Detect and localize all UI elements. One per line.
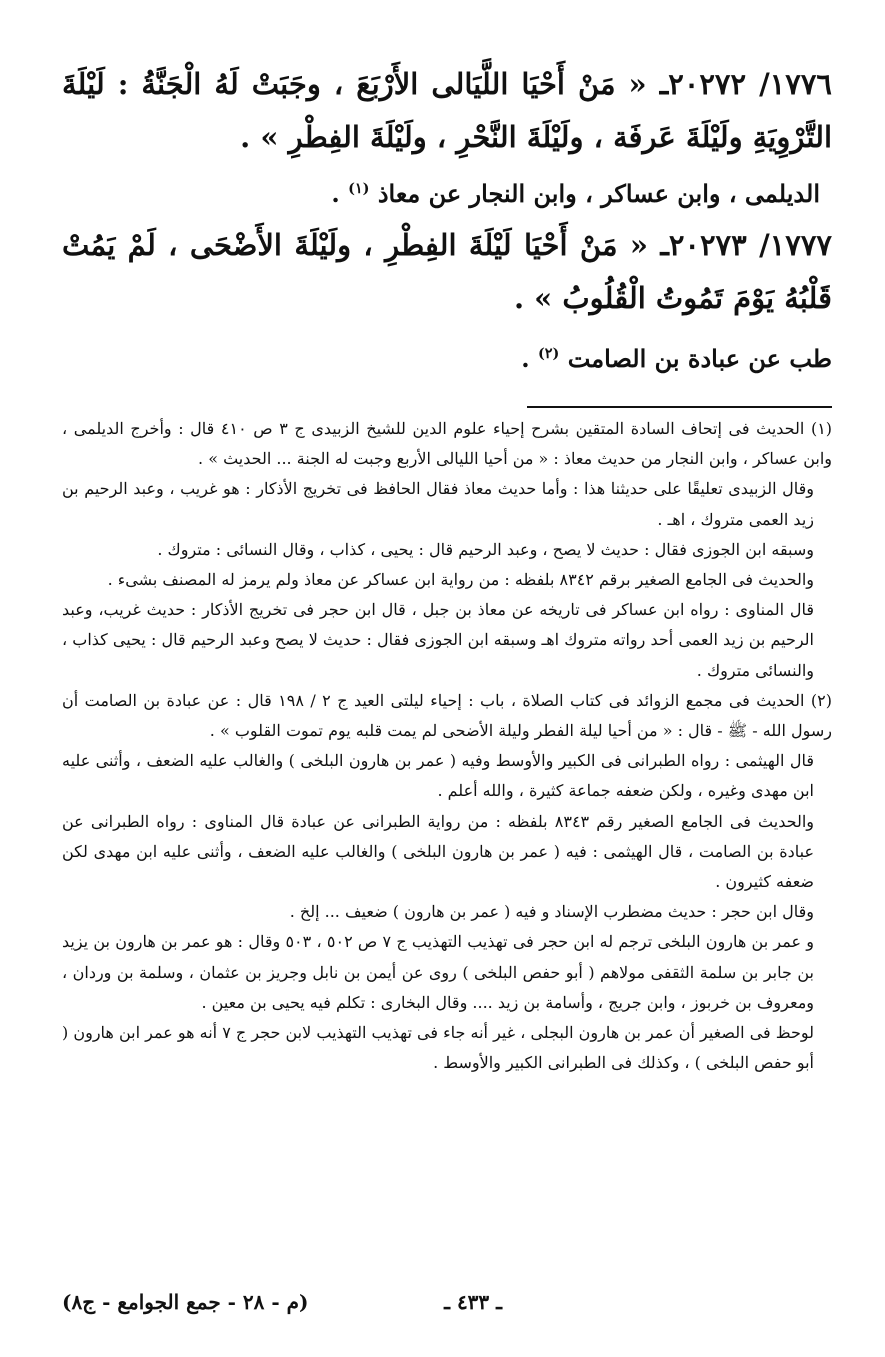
footnote-paragraph (62, 414, 832, 474)
source-end: . (331, 179, 349, 208)
hadith-1776 (62, 58, 832, 219)
footnote-2 (62, 686, 832, 1079)
footnote-paragraph: وسبقه ابن الجوزى فقال : حديث لا يصح ، وعبد الرحيم قال : يحيى ، كذاب ، وقال النسائى : متروك . (157, 539, 814, 559)
footnote-ref[interactable]: (١) (348, 180, 370, 197)
footnote-marker: (١) (810, 419, 833, 438)
footnote-paragraph: وقال الزبيدى تعليقًا على حديثنا هذا : وأما حديث معاذ فقال الحافظ فى تخريج الأذكار : هو غريب ، وعبد الرحيم بن زيد العمى متروك ، اهـ . (62, 479, 814, 529)
hadith-text (62, 219, 832, 325)
footnote-paragraph: قال الهيثمى : رواه الطبرانى فى الكبير والأوسط وفيه ( عمر بن هارون البلخى ) والغالب عليه الضعف ، وأثنى عليه ابن مهدى وغيره ، ولكن ضعفه جماعة كثيرة ، والله أعلم . (62, 751, 814, 801)
hadith-matn: « مَنْ أَحْيَا لَيْلَةَ الفِطْرِ ، ولَيْلَةَ الأَضْحَى ، لَمْ يَمُتْ قَلْبُهُ يَوْمَ تَمُوتُ الْقُلُوبُ » . (62, 228, 832, 315)
footnote-paragraph: قال المناوى : رواه ابن عساكر فى تاريخه عن معاذ بن جبل ، قال ابن حجر فى تخريج الأذكار : حديث غريب، وعبد الرحيم بن زيد العمى أحد رواته متروك اهـ وسبقه ابن الجوزى فقال : حديث لا يصح وعبد الرحيم قال : يحيى كذاب ، والنسائى متروك . (62, 600, 814, 680)
footnotes (62, 414, 832, 1078)
hadith-1777 (62, 219, 832, 384)
footnote-marker: (٢) (810, 690, 832, 710)
hadith-number: ١٧٧٧/ ٢٠٢٧٣ـ (660, 228, 832, 262)
footnote-paragraph: وقال ابن حجر : حديث مضطرب الإسناد و فيه ( عمر بن هارون ) ضعيف ... إلخ . (289, 902, 814, 922)
hadith-source (62, 164, 832, 219)
footnote-paragraph: لوحظ فى الصغير أن عمر بن هارون البجلى ، غير أنه جاء فى تهذيب التهذيب لابن حجر ج ٧ أنه هو عمر ابن هارون ( أبو حفص البلخى ) ، وكذلك فى الطبرانى الكبير والأوسط . (62, 1023, 814, 1073)
volume-mark: (م - ٢٨ - جمع الجوامع - ج٨) (62, 1290, 309, 1314)
footnote-paragraph: والحديث فى الجامع الصغير برقم ٨٣٤٢ بلفظه : من رواية ابن عساكر عن معاذ ولم يرمز له المصنف بشىء . (107, 570, 814, 590)
page-footer (62, 1290, 832, 1326)
source-text: طب عن عبادة بن الصامت (567, 344, 832, 373)
footnote-ref[interactable]: (٢) (537, 345, 560, 362)
page-number: ـ ٤٣٣ ـ (444, 1290, 502, 1314)
footnote-text: الحديث فى مجمع الزوائد فى كتاب الصلاة ، باب : إحياء ليلتى العيد ج ٢ / ١٩٨ قال : عن عبادة بن الصامت أن رسول الله - ﷺ - قال : « من أحيا ليلة الفطر وليلة الأضحى لم يمت قلبه يوم تموت القلوب » . (62, 690, 832, 741)
footnote-text: الحديث فى إتحاف السادة المتقين بشرح إحياء علوم الدين للشيخ الزبيدى ج ٣ ص ٤١٠ قال : وأخرج الديلمى ، وابن عساكر ، وابن النجار من حديث معاذ : « من أحيا الليالى الأربع وجبت له الجنة ... الحديث » . (62, 419, 832, 469)
footnote-divider (527, 406, 832, 408)
hadith-number: ١٧٧٦/ ٢٠٢٧٢ـ (659, 67, 832, 101)
footnote-paragraph (62, 686, 832, 746)
footnote-paragraph: و عمر بن هارون البلخى ترجم له ابن حجر فى تهذيب التهذيب ج ٧ ص ٥٠٢ ، ٥٠٣ وقال : هو عمر بن هارون بن يزيد بن جابر بن سلمة الثقفى مولاهم ( أبو حفص البلخى ) روى عن أيمن بن نابل وجريز بن عثمان ، وسلمة بن وردان ، ومعروف بن خربوز ، وابن جريج ، وأسامة بن زيد .... وقال البخارى : تكلم فيه يحيى بن معين . (62, 932, 815, 1012)
footnote-paragraph: والحديث فى الجامع الصغير رقم ٨٣٤٣ بلفظه : من رواية الطبرانى عن عبادة قال المناوى : رواه الطبرانى عن عبادة بن الصامت ، قال الهيثمى : فيه ( عمر بن هارون البلخى ) والغالب عليه الضعف ، وأثنى عليه ابن مهدى لكن ضعفه كثيرون . (62, 811, 814, 892)
source-text: الديلمى ، وابن عساكر ، وابن النجار عن معاذ (377, 179, 820, 208)
hadith-matn: « مَنْ أَحْيَا اللَّيَالى الأَرْبَعَ ، وجَبَتْ لَهُ الْجَنَّةُ : لَيْلَةَ التَّرْوِيَةِ ولَيْلَةَ عَرفَة ، ولَيْلَةَ النَّحْرِ ، ولَيْلَةَ الفِطْرِ » . (62, 67, 832, 154)
source-end: . (521, 344, 538, 373)
hadith-source (62, 329, 832, 384)
footnote-1 (62, 414, 832, 686)
hadith-text (62, 58, 832, 164)
page-body (62, 58, 832, 1078)
